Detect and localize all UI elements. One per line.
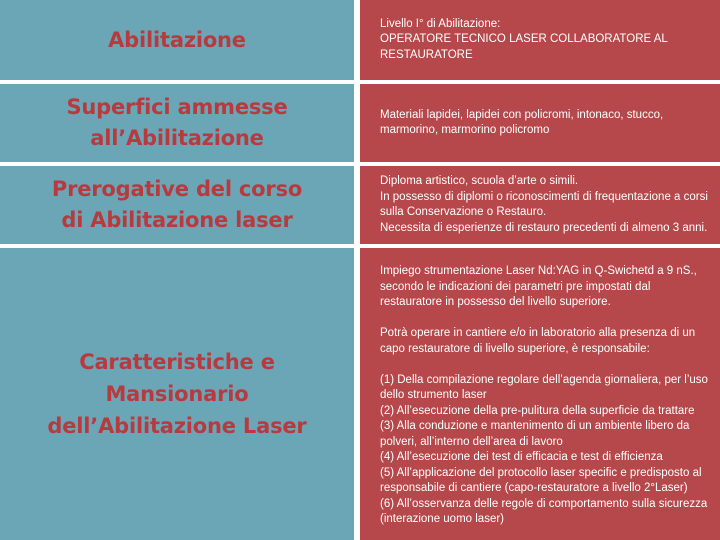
row-text: Diploma artistico, scuola d’arte o simili. In possesso di diplomi o riconoscimenti di frequentazione a corsi sulla Conservazione o Restauro. Necessita di esperienze di restauro precedenti di almeno 3 anni. — [380, 175, 708, 234]
row-content-cell — [360, 84, 720, 162]
table-row-prerogative — [0, 166, 720, 244]
row-content-cell — [360, 248, 720, 540]
row-content-cell — [360, 0, 720, 80]
row-heading: Caratteristiche e Mansionario dell’Abilitazione Laser — [47, 350, 307, 438]
row-text: Livello I° di Abilitazione: OPERATORE TECNICO LASER COLLABORATORE AL RESTAURATORE — [380, 17, 668, 61]
row-label-cell — [0, 166, 354, 244]
row-heading: Superfici ammesse all’Abilitazione — [66, 95, 288, 150]
table-row-superfici — [0, 84, 720, 162]
row-label-cell — [0, 0, 354, 80]
row-heading: Prerogative del corso di Abilitazione laser — [51, 177, 303, 232]
row-text: Materiali lapidei, lapidei con policromi, intonaco, stucco, marmorino, marmorino policromo — [380, 108, 664, 136]
table-row-caratteristiche — [0, 248, 720, 540]
row-text: Impiego strumentazione Laser Nd:YAG in Q-Swichetd a 9 nS., secondo le indicazioni dei parametri pre impostati dal restauratore in possesso del livello superiore. Potrà operare in cantiere e/o in laboratorio alla presenza di un capo restauratore di livello superiore, è responsabile: (1) Della compilazione regolare dell’agenda giornaliera, per l’uso dello strumento laser (2) All’esecuzione della pre-pulitura della superficie da trattare (3) Alla conduzione e mantenimento di un ambiente libero da polveri, all’interno dell’area di lavoro (4) All’esecuzione dei test di efficacia e test di efficienza (5) All’applicazione del protocollo laser specific e predisposto al responsabile di cantiere (capo-restauratore a livello 2°Laser) (6) All’osservanza delle regole di comportamento sulla sicurezza (interazione uomo laser) — [380, 265, 708, 525]
table-row-abilitazione — [0, 0, 720, 80]
row-label-cell — [0, 84, 354, 162]
row-content-cell — [360, 166, 720, 244]
row-heading: Abilitazione — [108, 27, 246, 52]
row-label-cell — [0, 248, 354, 540]
